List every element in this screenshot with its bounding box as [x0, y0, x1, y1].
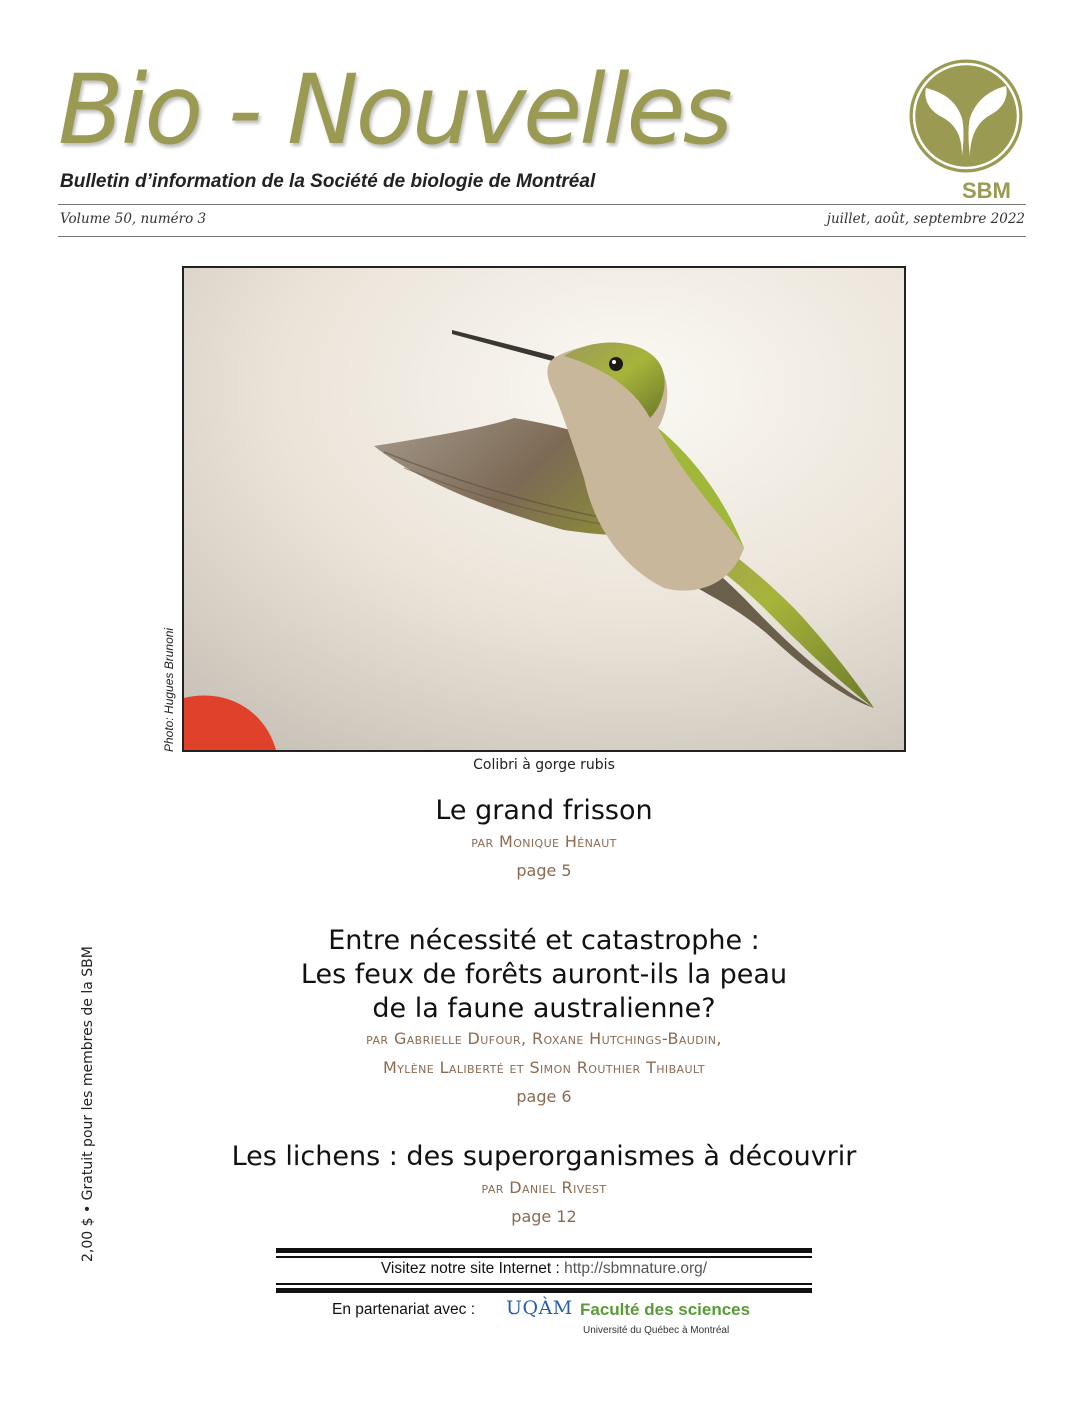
article-page: page 6	[516, 1086, 572, 1106]
hummingbird-illustration	[184, 268, 904, 750]
article-title: Les lichens : des superorganismes à découvrir	[231, 1141, 857, 1172]
article-byline: par Monique Hénaut	[471, 831, 617, 851]
header-rule-bottom	[58, 236, 1026, 237]
university-name: Université du Québec à Montréal	[583, 1325, 730, 1336]
article-page: page 12	[511, 1206, 577, 1226]
article-title-line: Les feux de forêts auront-ils la peau	[300, 958, 788, 990]
masthead-subtitle: Bulletin d’information de la Société de biologie de Montréal	[60, 171, 596, 192]
price-note: 2,00 $ • Gratuit pour les membres de la SBM	[80, 946, 96, 1262]
cover-photo	[182, 266, 906, 752]
article-byline-line: Mylène Laliberté et Simon Routhier Thibault	[382, 1058, 706, 1078]
footer-rule-bottom	[276, 1283, 812, 1293]
article-title-line: de la faune australienne?	[372, 992, 716, 1024]
partner-label: En partenariat avec :	[332, 1301, 476, 1318]
article-3[interactable]	[200, 1140, 888, 1230]
article-title-line: Entre nécessité et catastrophe :	[328, 925, 760, 956]
website-line	[276, 1260, 812, 1278]
article-page: page 5	[516, 860, 572, 880]
footer-rule-top	[276, 1248, 812, 1258]
article-title: Le grand frisson	[435, 795, 653, 826]
article-2[interactable]	[200, 924, 888, 1110]
website-link[interactable]: http://sbmnature.org/	[564, 1260, 708, 1277]
uqam-logo: UQÀM	[506, 1297, 573, 1319]
photo-credit: Photo: Hugues Brunoni	[162, 627, 176, 752]
faculty-name: Faculté des sciences	[580, 1300, 751, 1319]
leaf-logo-icon	[896, 56, 1036, 174]
website-label: Visitez notre site Internet :	[380, 1260, 565, 1277]
article-byline-line: par Gabrielle Dufour, Roxane Hutchings-Baudin,	[366, 1029, 722, 1049]
masthead-title: Bio - Nouvelles	[58, 54, 730, 166]
sbm-logo	[884, 56, 1048, 206]
photo-caption: Colibri à gorge rubis	[473, 757, 615, 773]
article-1[interactable]	[200, 794, 888, 884]
issue-date: juillet, août, septembre 2022	[826, 211, 1025, 227]
logo-text: SBM	[962, 178, 1011, 203]
article-byline: par Daniel Rivest	[481, 1177, 607, 1197]
header-rule-top	[58, 204, 1026, 205]
issue-volume: Volume 50, numéro 3	[60, 211, 207, 227]
